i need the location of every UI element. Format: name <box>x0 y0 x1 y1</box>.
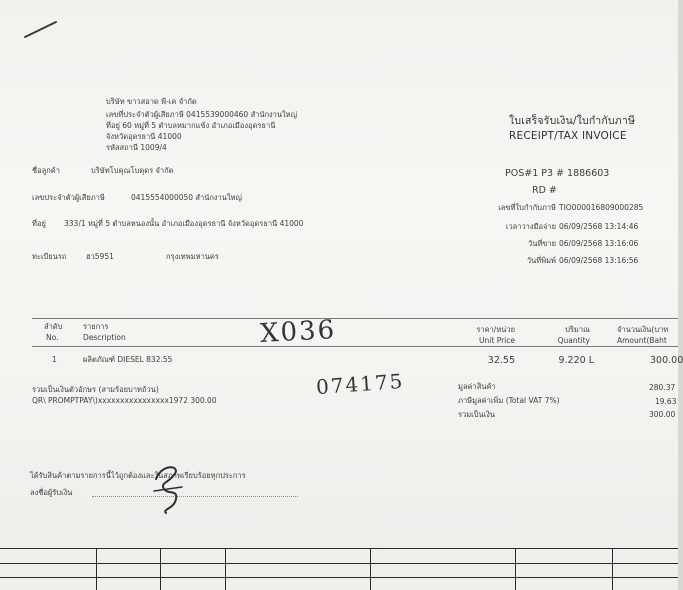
grand-total-value: 300.00 <box>649 410 676 419</box>
header-quantity-thai: ปริมาณ <box>565 325 590 334</box>
header-no-thai: ลำดับ <box>44 322 63 331</box>
print-date-value: 06/09/2568 13:16:56 <box>559 256 639 265</box>
grid-column-line <box>96 549 97 590</box>
header-quantity-english: Quantity <box>557 336 590 345</box>
signature-label: ลงชื่อผู้รับเงิน <box>30 488 73 497</box>
row-description: ผลิตภัณฑ์ DIESEL 832.55 <box>83 355 173 364</box>
doc-title-english: RECEIPT/TAX INVOICE <box>509 130 627 142</box>
issue-time-value: 06/09/2568 13:14:46 <box>559 222 639 231</box>
issue-time-label: เวลาวางมือจ่าย <box>505 222 556 231</box>
handwritten-signature <box>148 459 190 517</box>
goods-value-label: มูลค่าสินค้า <box>458 382 496 391</box>
row-quantity: 9.220 L <box>558 355 594 366</box>
company-name: บริษัท ขาวสอาด พี-เค จำกัด <box>106 97 197 106</box>
goods-value: 280.37 <box>649 383 676 392</box>
customer-address-value: 333/1 หมู่ที่ 5 ตำบลหนองนั้น อำเภอเมืองอุดรธานี จังหวัดอุดรธานี 41000 <box>64 219 304 228</box>
row-number: 1 <box>52 355 57 364</box>
header-unit-price-thai: ราคา/หน่วย <box>476 325 515 334</box>
grand-total-label: รวมเป็นเงิน <box>458 410 495 419</box>
header-description-thai: รายการ <box>83 322 109 331</box>
company-address-1: ที่อยู่ 60 หมู่ที่ 5 ตำบลหมากแข้ง อำเภอเมืองอุดรธานี <box>106 121 276 130</box>
company-tax-line: เลขที่ประจำตัวผู้เสียภาษี 0415539000460 สำนักงานใหญ่ <box>106 110 298 119</box>
table-top-rule <box>32 318 678 319</box>
pos-number: POS#1 P3 # 1886603 <box>505 168 610 179</box>
row-unit-price: 32.55 <box>487 355 515 366</box>
plate-value: ฮว5951 <box>86 252 114 261</box>
grid-column-line <box>160 549 161 590</box>
invoice-number-value: TIO000016809000285 <box>559 203 644 212</box>
print-date-label: วันที่พิมพ์ <box>526 256 556 265</box>
header-unit-price-english: Unit Price <box>479 336 515 345</box>
rd-label: RD # <box>532 185 557 196</box>
pen-stroke-mark <box>22 18 62 42</box>
customer-address-label: ที่อยู่ <box>32 219 46 228</box>
grid-column-line <box>370 549 371 590</box>
vat-value: 19.63 <box>655 397 677 406</box>
company-address-2: จังหวัดอุดรธานี 41000 <box>106 132 182 141</box>
receipt-note: ได้รับสินค้าตามรายการนี้ไว้ถูกต้องและในสภาพเรียบร้อยทุกประการ <box>30 471 246 480</box>
payment-line: QR\ PROMPTPAY\)xxxxxxxxxxxxxxxx1972 300.00 <box>32 396 217 405</box>
signature-line <box>92 496 298 497</box>
grid-line <box>0 577 678 578</box>
grid-line <box>0 563 678 564</box>
plate-label: ทะเบียนรถ <box>32 252 67 261</box>
table-header-rule <box>32 346 678 347</box>
header-description-english: Description <box>83 333 126 342</box>
company-station-code: รหัสสถานี 1009/4 <box>106 143 167 152</box>
customer-tax-value: 0415554000050 สำนักงานใหญ่ <box>131 193 242 202</box>
customer-name-value: บริษัทโบคุณโบคุดร จำกัด <box>91 166 174 175</box>
header-amount-english: Amount(Baht <box>617 336 667 345</box>
customer-name-label: ชื่อลูกค้า <box>32 166 60 175</box>
vat-label: ภาษีมูลค่าเพิ่ม (Total VAT 7%) <box>458 396 560 405</box>
doc-title-thai: ใบเสร็จรับเงิน/ใบกำกับภาษี <box>509 115 636 127</box>
sale-date-value: 06/09/2568 13:16:06 <box>559 239 639 248</box>
handwritten-code-1: X036 <box>259 315 337 349</box>
sale-date-label: วันที่ขาย <box>527 239 556 248</box>
header-amount-thai: จำนวนเงิน(บาท <box>617 325 669 334</box>
handwritten-code-2: 074175 <box>315 368 406 400</box>
amount-in-words: รวมเป็นเงินตัวอักษร (สามร้อยบาทถ้วน) <box>32 385 159 394</box>
underlying-form-grid <box>0 548 678 590</box>
grid-column-line <box>612 549 613 590</box>
grid-column-line <box>515 549 516 590</box>
row-amount: 300.00 <box>650 355 683 366</box>
plate-province: กรุงเทพมหานคร <box>166 252 219 261</box>
header-no-english: No. <box>46 333 59 342</box>
invoice-number-label: เลขที่ใบกำกับภาษี <box>498 203 556 212</box>
grid-column-line <box>225 549 226 590</box>
customer-tax-label: เลขประจำตัวผู้เสียภาษี <box>32 193 105 202</box>
